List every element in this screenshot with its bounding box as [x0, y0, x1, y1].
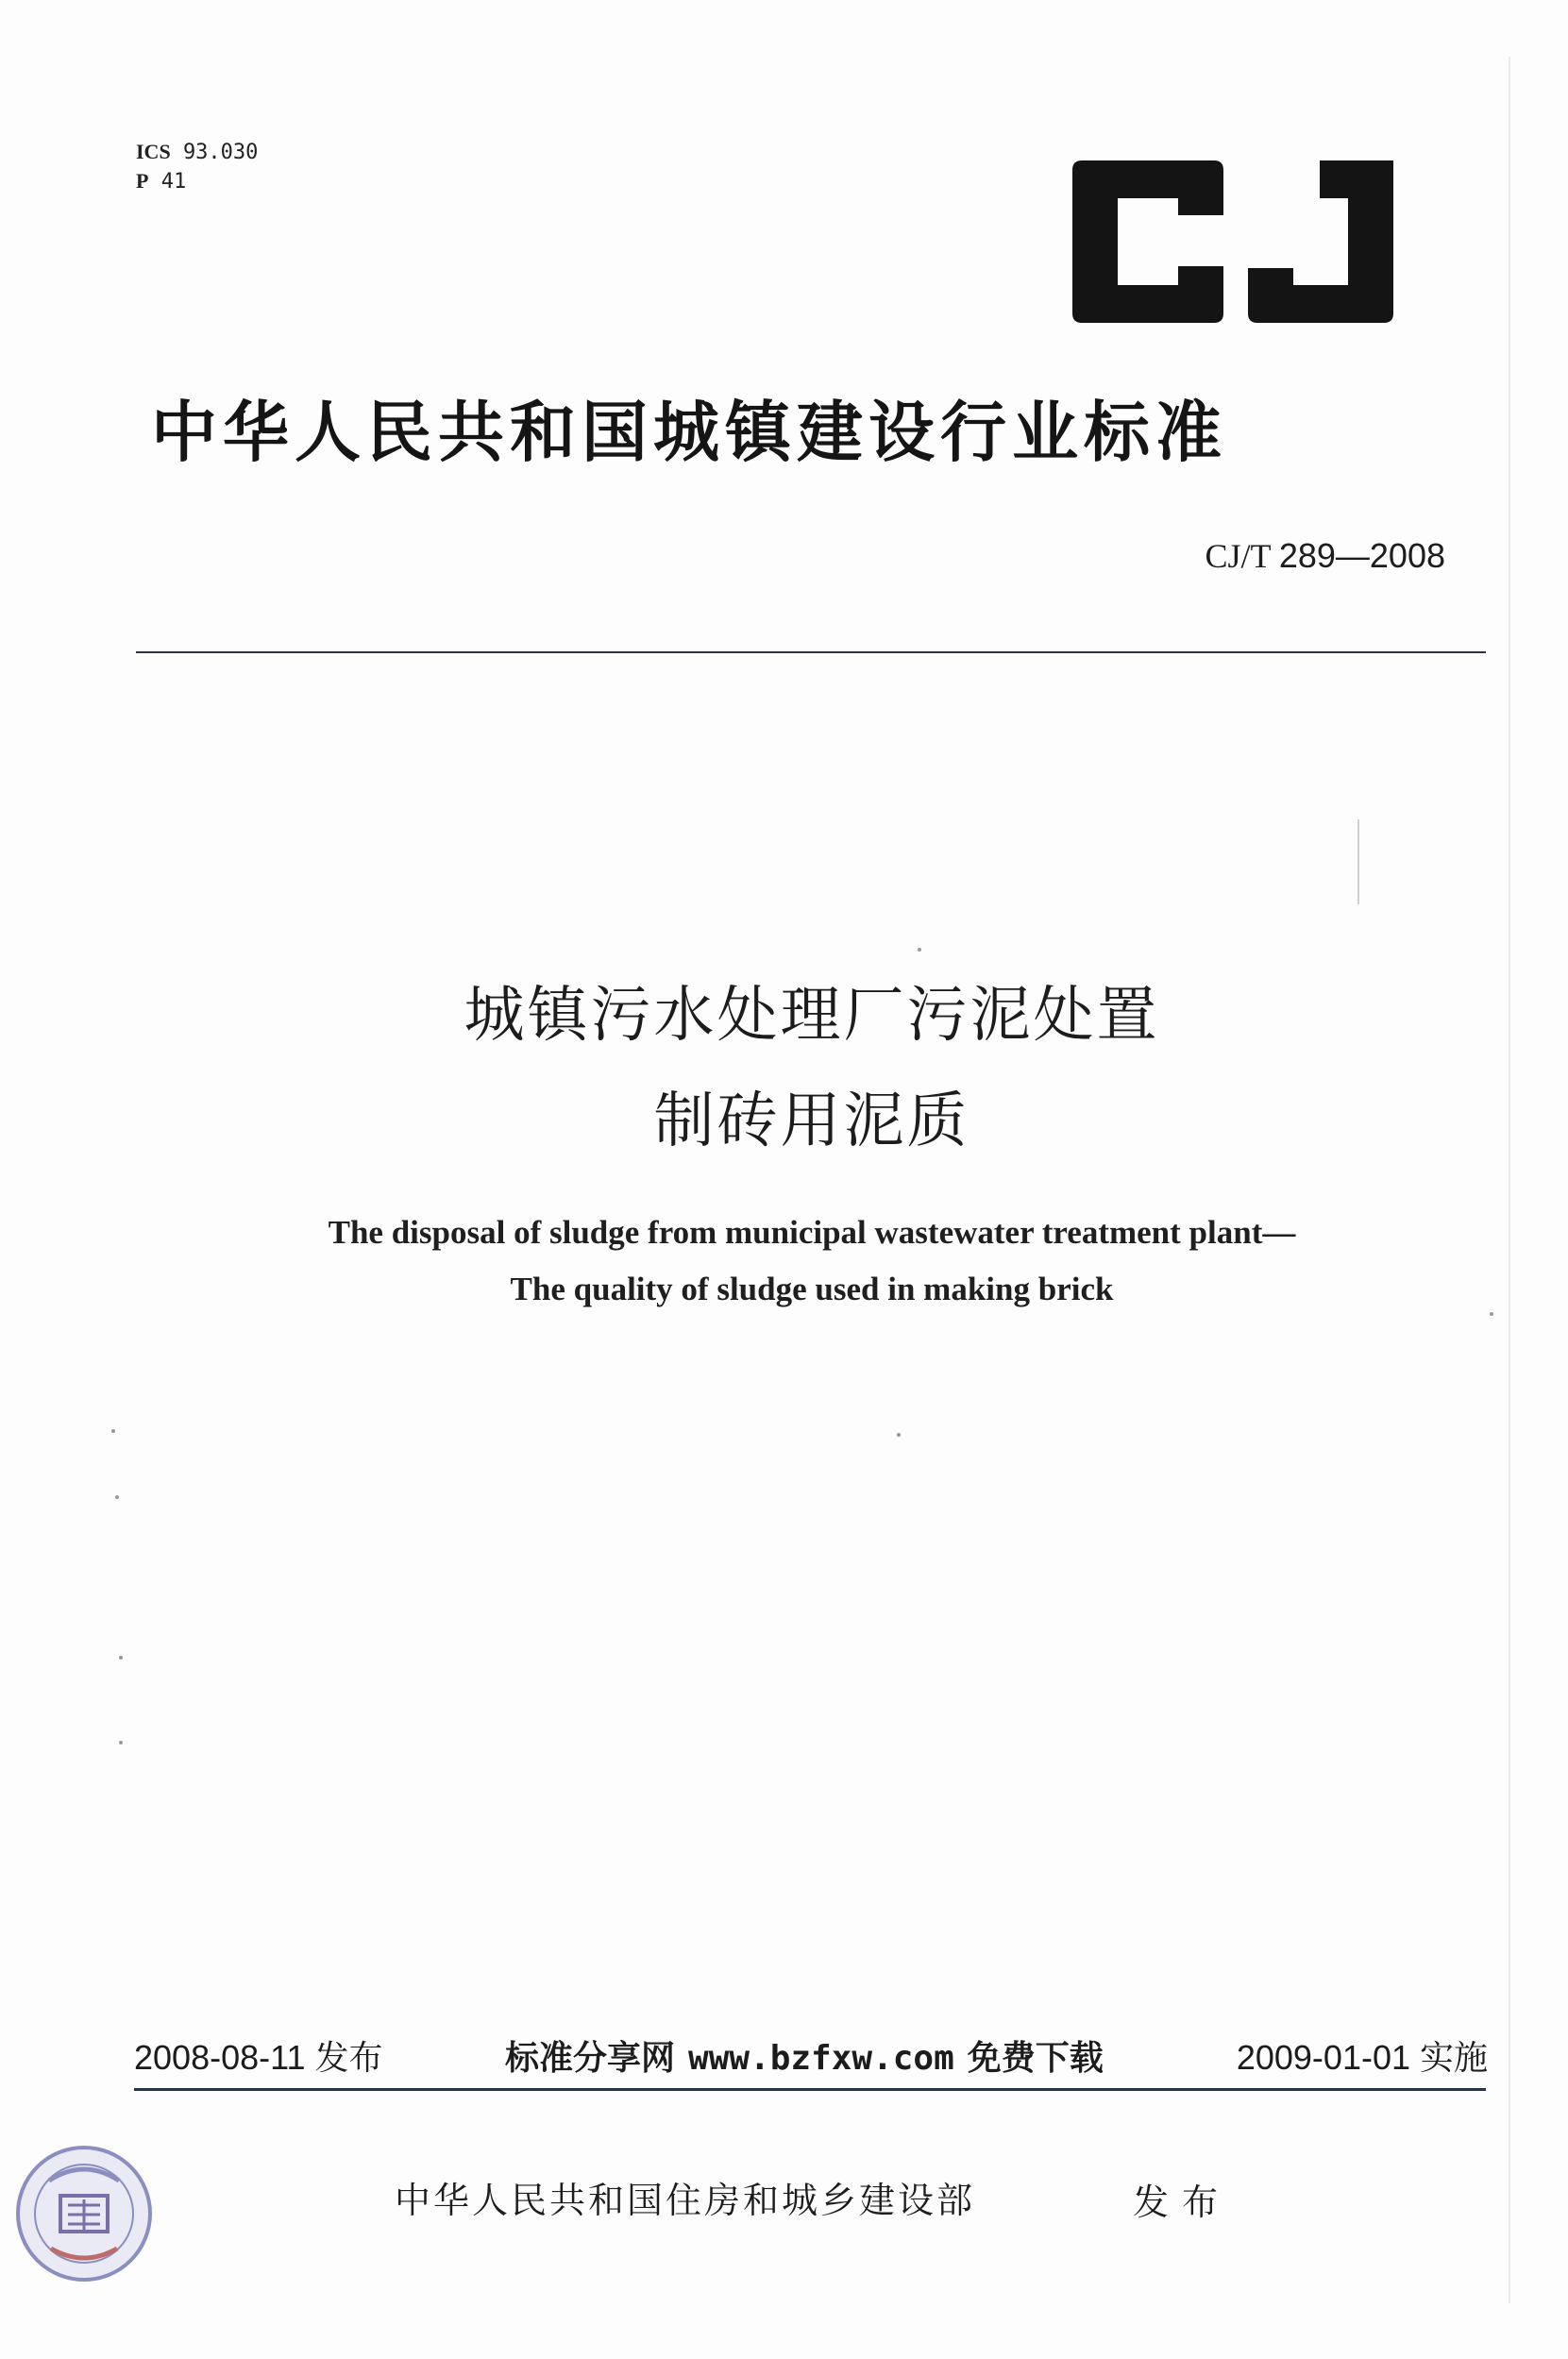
scan-speck	[119, 1741, 123, 1744]
dates-bar	[134, 2031, 1488, 2081]
promo-action: 免费下载	[967, 2039, 1104, 2078]
download-notice	[505, 2031, 1104, 2080]
bottom-divider	[134, 2088, 1486, 2091]
promo-url-link[interactable]: www.bzfxw.com	[688, 2039, 954, 2078]
publish-label: 发布	[1133, 2182, 1232, 2223]
implementation-date: 2009-01-01 实施	[1236, 2038, 1488, 2077]
chinese-title-line-1: 城镇污水处理厂污泥处置	[464, 981, 1160, 1051]
ics-line	[136, 138, 258, 167]
class-code: 41	[160, 170, 187, 194]
scan-speck	[1490, 1312, 1493, 1316]
top-divider	[136, 651, 1486, 653]
standard-prefix: CJ/T	[1205, 537, 1271, 575]
english-title-line-2: The quality of sludge used in making brick	[510, 1271, 1114, 1307]
ics-label: ICS	[136, 140, 171, 163]
scan-speck	[119, 1656, 123, 1660]
issue-date: 2008-08-11 发布	[134, 2038, 383, 2077]
scan-mark	[1357, 819, 1359, 904]
ics-code: 93.030	[182, 141, 259, 164]
cj-logo	[1072, 160, 1393, 323]
scan-speck	[918, 948, 921, 952]
standard-code	[1205, 536, 1445, 576]
standard-number: 289—2008	[1278, 536, 1445, 575]
scan-speck	[111, 1429, 115, 1433]
class-label: P	[136, 169, 149, 193]
scan-edge	[1509, 57, 1510, 2303]
scan-speck	[115, 1495, 119, 1499]
publisher: 中华人民共和国住房和城乡建设部	[395, 2180, 976, 2221]
class-line	[136, 167, 258, 196]
library-stamp-icon	[13, 2143, 155, 2284]
english-title-line-1: The disposal of sludge from municipal wastewater treatment plant—	[328, 1214, 1296, 1251]
scan-speck	[897, 1433, 901, 1437]
chinese-title-line-2: 制砖用泥质	[653, 1087, 970, 1156]
promo-site: 标准分享网	[505, 2039, 676, 2078]
classification-codes	[136, 138, 258, 196]
main-title: 中华人民共和国城镇建设行业标准	[151, 394, 1227, 471]
